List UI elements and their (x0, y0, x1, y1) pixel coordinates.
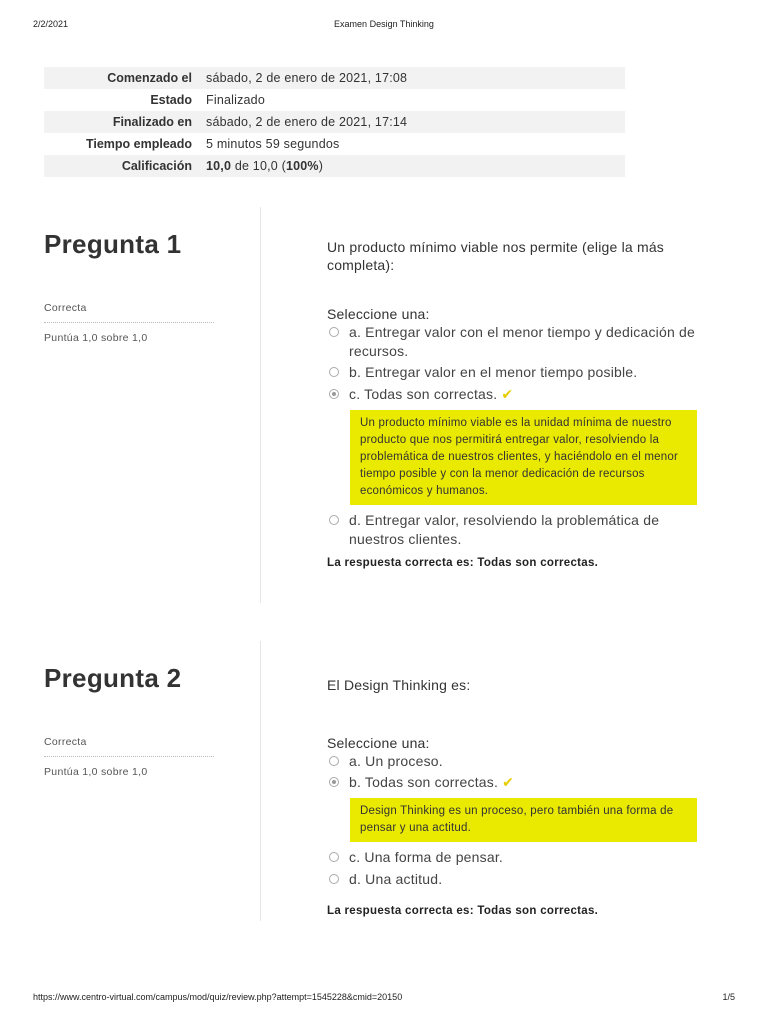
print-header (0, 19, 768, 33)
answer-option-d[interactable] (327, 870, 707, 889)
answer-option-b[interactable] (327, 773, 707, 792)
question-state: Correcta (44, 302, 214, 323)
answer-option-c[interactable] (327, 848, 707, 867)
option-text: Un proceso. (361, 753, 443, 769)
print-title: Examen Design Thinking (334, 19, 434, 29)
summary-row (44, 67, 625, 89)
summary-value: sábado, 2 de enero de 2021, 17:14 (206, 115, 408, 129)
question-label: Pregunta (44, 663, 160, 693)
question-label: Pregunta (44, 229, 160, 259)
option-letter: a. (349, 324, 362, 340)
answer-option-d[interactable] (327, 511, 707, 549)
summary-label: Estado (150, 93, 192, 107)
question-number-value: 1 (166, 229, 182, 259)
question-info (44, 641, 214, 778)
radio-icon[interactable] (329, 327, 339, 337)
page-number: 1/5 (722, 992, 735, 1002)
summary-label: Tiempo empleado (85, 137, 192, 151)
option-text: Entregar valor en el menor tiempo posible. (361, 364, 638, 380)
answer-feedback: Un producto mínimo viable es la unidad mínima de nuestro producto que nos permitirá entregar valor, resolviendo la problemática de nuestros clientes, y haciéndolo en el menor tiempo posible y con la menor dedicación de recursos económicos y humanos. (350, 410, 697, 505)
radio-icon[interactable] (329, 367, 339, 377)
summary-value (204, 155, 625, 177)
summary-value: 5 minutos 59 segundos (206, 137, 340, 151)
option-letter: d. (349, 512, 362, 528)
correct-answer: La respuesta correcta es: Todas son correctas. (327, 905, 599, 917)
summary-label: Comenzado el (107, 71, 192, 85)
question-number (44, 663, 214, 694)
answer-feedback: Design Thinking es un proceso, pero también una forma de pensar y una actitud. (350, 798, 697, 842)
summary-value: sábado, 2 de enero de 2021, 17:08 (206, 71, 408, 85)
option-letter: d. (349, 871, 362, 887)
summary-label: Finalizado en (112, 115, 192, 129)
summary-label: Calificación (121, 159, 192, 173)
question-text: El Design Thinking es: (327, 677, 471, 693)
score-value: 10,0 (206, 159, 232, 173)
question-grade: Puntúa 1,0 sobre 1,0 (44, 332, 148, 344)
question-content (327, 676, 707, 917)
question-divider (260, 207, 261, 603)
answer-option-a[interactable] (327, 752, 707, 771)
question-info (44, 207, 214, 344)
option-text: Una actitud. (361, 871, 443, 887)
radio-icon[interactable] (329, 852, 339, 862)
answer-option-a[interactable] (327, 323, 707, 361)
question-divider (260, 641, 261, 921)
option-text: Todas son correctas. (360, 386, 498, 402)
option-letter: a. (349, 753, 362, 769)
radio-icon-selected[interactable] (329, 389, 339, 399)
radio-icon[interactable] (329, 756, 339, 766)
page-url: https://www.centro-virtual.com/campus/mod/quiz/review.php?attempt=1545228&cmid=20150 (33, 992, 403, 1002)
radio-icon-selected[interactable] (329, 777, 339, 787)
summary-row (44, 155, 625, 177)
select-prompt: Seleccione una: (327, 306, 430, 322)
score-close: ) (318, 159, 324, 173)
option-text: Entregar valor, resolviendo la problemática de nuestros clientes. (349, 512, 660, 547)
option-text: Todas son correctas. (361, 774, 499, 790)
question-state: Correcta (44, 736, 214, 757)
question-2 (0, 641, 768, 921)
radio-icon[interactable] (329, 874, 339, 884)
summary-row (44, 89, 625, 111)
option-text: Entregar valor con el menor tiempo y dedicación de recursos. (349, 324, 696, 359)
answer-option-b[interactable] (327, 363, 707, 382)
question-number-value: 2 (166, 663, 182, 693)
radio-icon[interactable] (329, 515, 339, 525)
option-letter: b. (349, 364, 362, 380)
option-text: Una forma de pensar. (360, 849, 504, 865)
score-max: de 10,0 ( (231, 159, 286, 173)
option-letter: b. (349, 774, 362, 790)
correct-answer: La respuesta correcta es: Todas son correctas. (327, 557, 599, 569)
question-grade: Puntúa 1,0 sobre 1,0 (44, 766, 148, 778)
option-letter: c. (349, 849, 361, 865)
question-text: Un producto mínimo viable nos permite (elige la más completa): (327, 239, 665, 273)
select-prompt: Seleccione una: (327, 735, 430, 751)
print-date: 2/2/2021 (33, 19, 69, 29)
option-letter: c. (349, 386, 361, 402)
summary-row (44, 111, 625, 133)
score-percent: 100% (285, 159, 319, 173)
checkmark-icon: ✔ (502, 774, 515, 790)
checkmark-icon: ✔ (501, 386, 514, 402)
question-number (44, 229, 214, 260)
question-1 (0, 207, 768, 603)
answer-option-c[interactable] (327, 385, 707, 404)
summary-value: Finalizado (206, 93, 265, 107)
question-content (327, 238, 707, 569)
attempt-summary-table (44, 67, 625, 177)
summary-row (44, 133, 625, 155)
